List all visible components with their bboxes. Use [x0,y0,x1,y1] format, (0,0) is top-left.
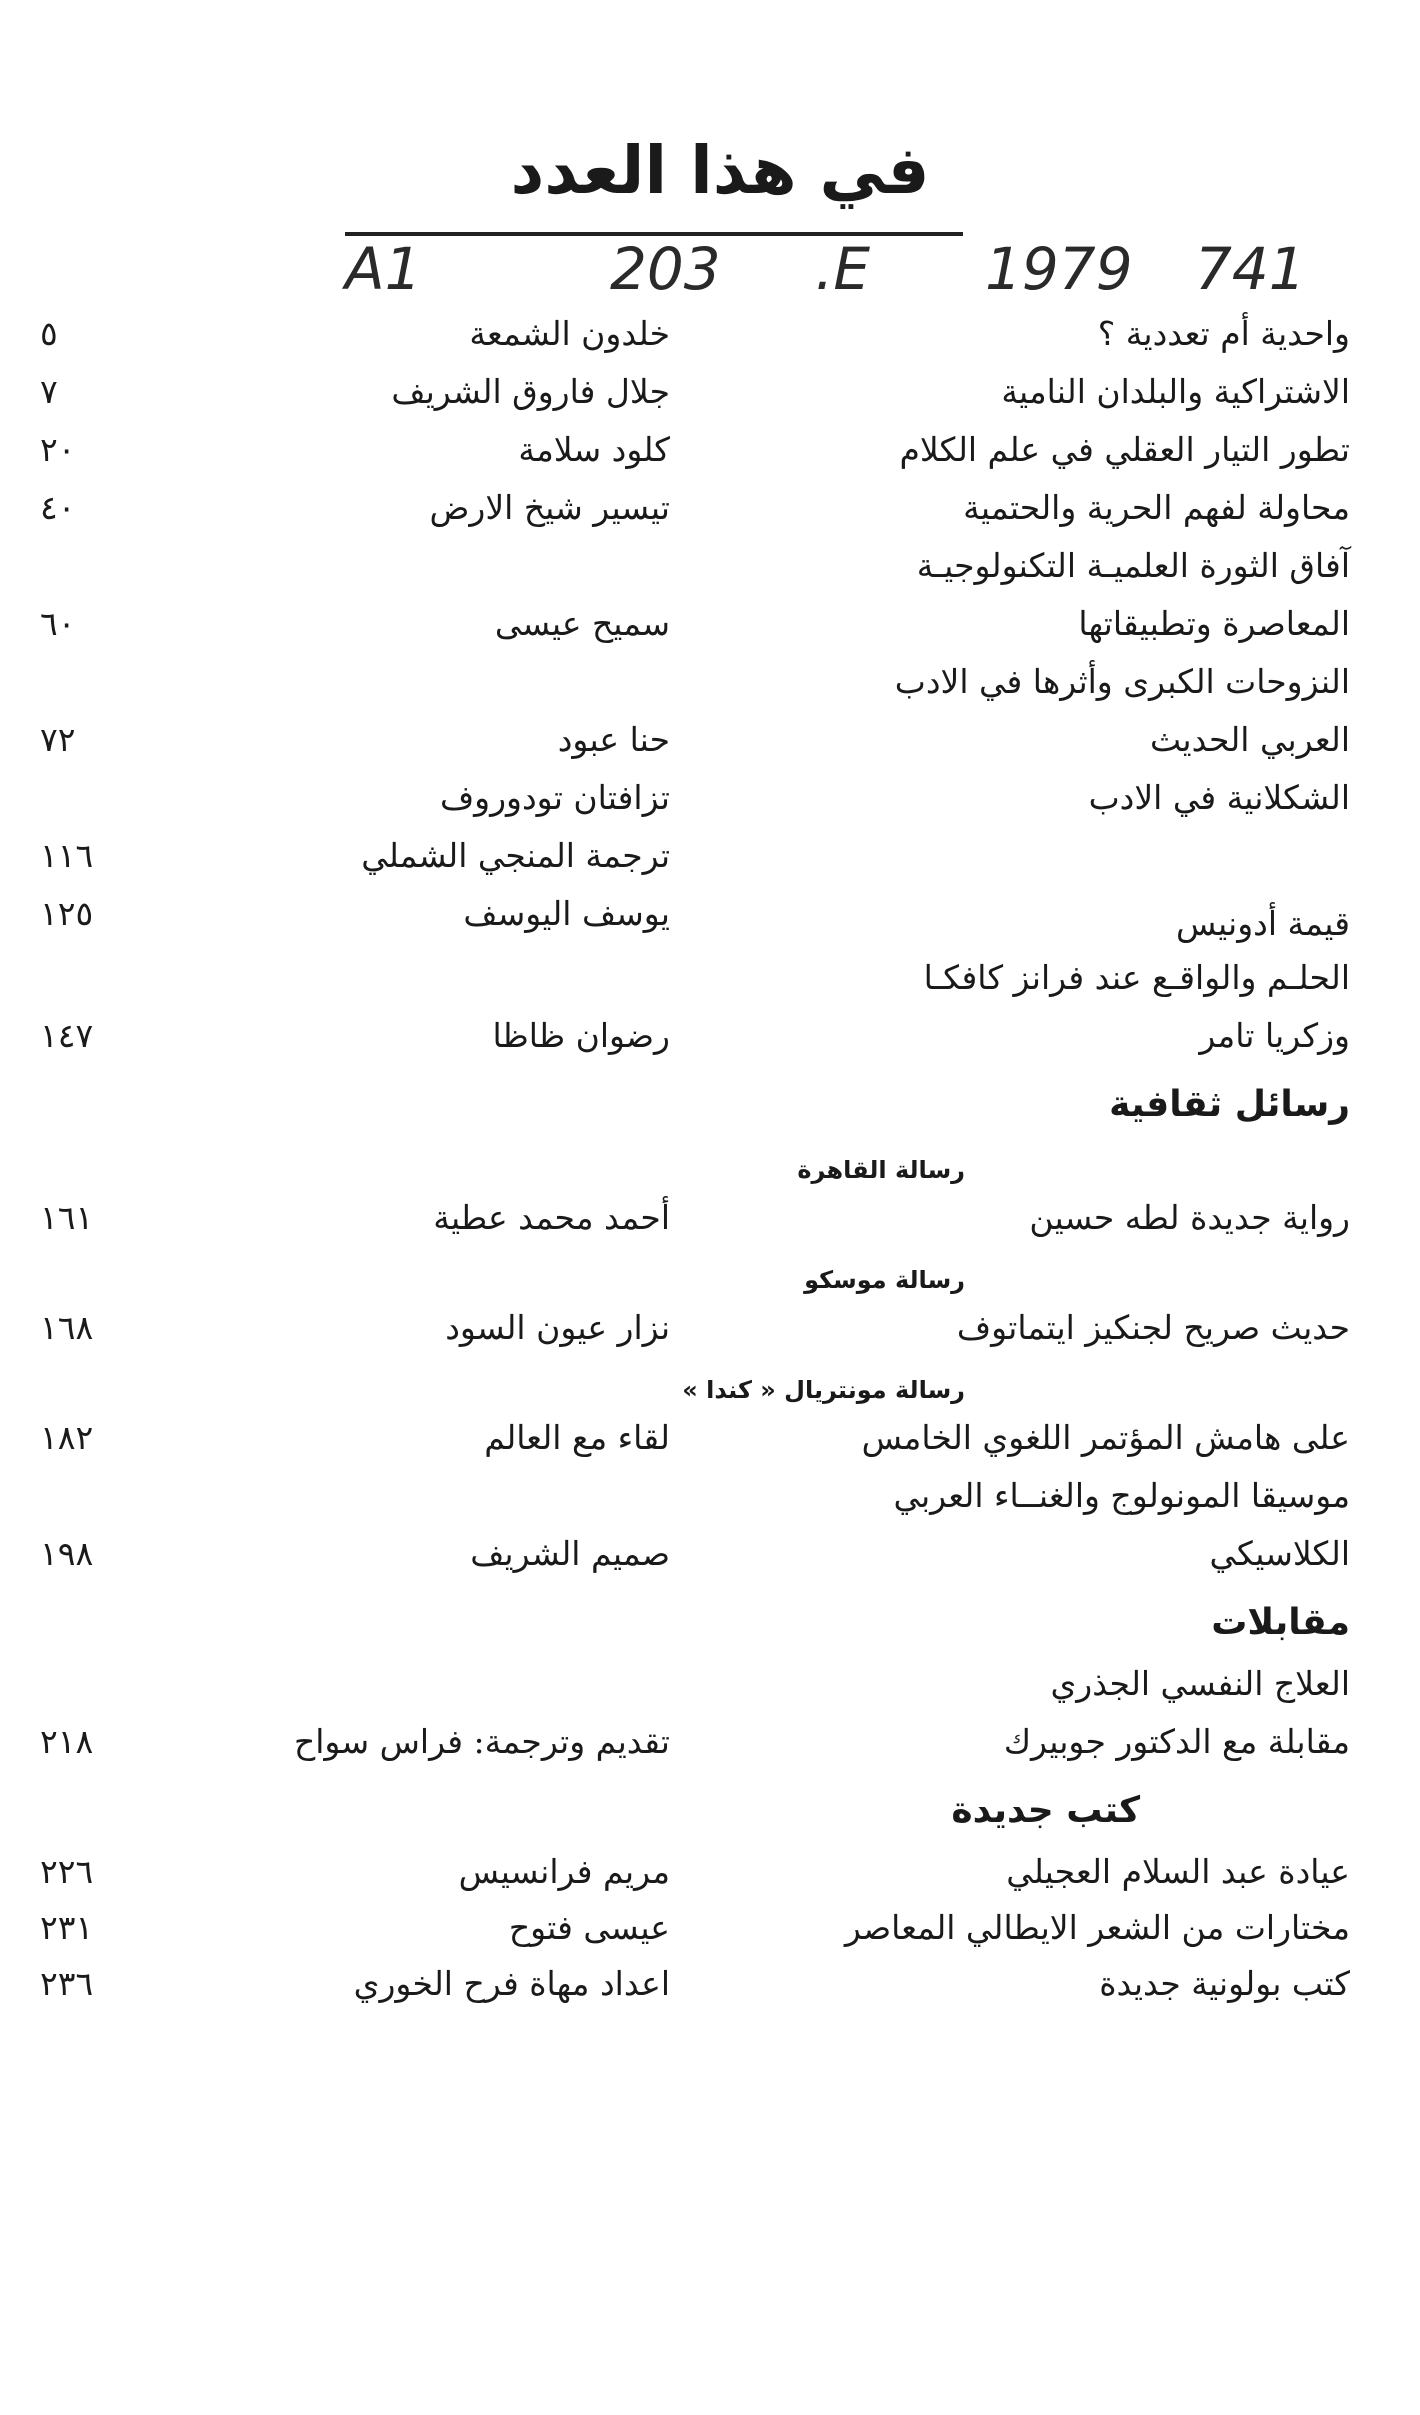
toc-row [40,1904,1350,1960]
article-title: الحلـم والواقـع عند فرانز كافكـا [923,958,1350,997]
article-title: عيادة عبد السلام العجيلي [1006,1852,1350,1891]
article-page: ١٩٨ [40,1534,94,1573]
article-title: وزكريا تامر [1199,1016,1350,1055]
article-title: النزوحات الكبرى وأثرها في الادب [894,662,1350,701]
article-author: نزار عيون السود [445,1308,670,1347]
article-author: حنا عبود [557,720,670,759]
article-page: ٤٠ [40,488,76,527]
toc-row [40,484,1350,542]
article-author: تيسير شيخ الارض [429,488,670,527]
article-author: عيسى فتوح [508,1908,670,1947]
article-author: يوسف اليوسف [463,894,670,933]
article-title: آفاق الثورة العلميـة التكنولوجيـة [916,546,1350,585]
section-heading-books: كتب جديدة [951,1790,1140,1831]
toc-row [40,1472,1350,1530]
toc-row [40,368,1350,426]
toc-row [40,890,1350,954]
toc-row [40,600,1350,658]
handwritten-code-part: .E [815,235,871,303]
handwritten-code-part: A1 [345,235,422,303]
article-page: ١١٦ [40,836,94,875]
article-page: ١٦١ [40,1198,94,1237]
section-heading-letters: رسائل ثقافية [1109,1084,1350,1125]
article-title: قيمة أدونيس [1175,904,1350,943]
toc-row [40,1848,1350,1904]
toc-row [40,1194,1350,1252]
article-author: سميح عيسى [494,604,670,643]
section-heading-interviews: مقابلات [1211,1602,1350,1643]
toc-row [40,1960,1350,2016]
subheading-montreal: رسالة مونتريال « كندا » [682,1376,965,1404]
toc-row [40,1012,1350,1070]
toc-row [40,1530,1350,1588]
article-page: ٢١٨ [40,1722,94,1761]
toc-row [40,716,1350,774]
article-author: جلال فاروق الشريف [391,372,670,411]
article-title: واحدية أم تعددية ؟ [1097,314,1350,353]
article-title: الاشتراكية والبلدان النامية [1001,372,1350,411]
handwritten-code-part: 203 [610,235,721,303]
article-title: حديث صريح لجنكيز ايتماتوف [956,1308,1350,1347]
article-page: ٥ [40,314,58,353]
toc-row [40,1304,1350,1362]
article-page: ٢٠ [40,430,76,469]
article-page: ٢٢٦ [40,1852,94,1891]
page-title: في هذا العدد [510,132,930,209]
toc-row [40,310,1350,368]
toc-row [40,1718,1350,1776]
article-page: ١٨٢ [40,1418,94,1457]
article-title: موسيقا المونولوج والغنــاء العربي [893,1476,1350,1515]
article-page: ١٦٨ [40,1308,94,1347]
article-author: أحمد محمد عطية [433,1198,670,1237]
article-title: المعاصرة وتطبيقاتها [1078,604,1350,643]
article-author: تزافتان تودوروف [439,778,670,817]
handwritten-code-part: 741 [1195,235,1306,303]
article-title: تطور التيار العقلي في علم الكلام [899,430,1350,469]
article-title: العربي الحديث [1150,720,1350,759]
article-title: كتب بولونية جديدة [1099,1964,1350,2003]
article-author: صميم الشريف [470,1534,670,1573]
article-title: محاولة لفهم الحرية والحتمية [963,488,1350,527]
article-title: مختارات من الشعر الايطالي المعاصر [844,1908,1350,1947]
article-author: كلود سلامة [518,430,670,469]
article-author: ترجمة المنجي الشملي [361,836,670,875]
article-page: ٧٢ [40,720,76,759]
article-title: مقابلة مع الدكتور جوبيرك [1003,1722,1350,1761]
toc-row [40,832,1350,890]
article-page: ٧ [40,372,58,411]
subheading-moscow: رسالة موسكو [804,1266,965,1294]
toc-row [40,542,1350,600]
article-title: الكلاسيكي [1209,1534,1350,1573]
article-page: ٢٣١ [40,1908,94,1947]
article-page: ٦٠ [40,604,76,643]
article-author: رضوان ظاظا [492,1016,670,1055]
toc-row [40,1414,1350,1472]
article-title: الشكلانية في الادب [1088,778,1350,817]
article-title: رواية جديدة لطه حسين [1029,1198,1350,1237]
article-author: لقاء مع العالم [484,1418,670,1457]
toc-row [40,426,1350,484]
article-page: ٢٣٦ [40,1964,94,2003]
toc-row [40,658,1350,716]
toc-row [40,954,1350,1012]
handwritten-code-part: 1979 [985,235,1133,303]
subheading-cairo: رسالة القاهرة [797,1156,965,1184]
article-page: ١٤٧ [40,1016,94,1055]
toc-row [40,1660,1350,1718]
toc-row [40,774,1350,832]
article-title: العلاج النفسي الجذري [1050,1664,1350,1703]
article-author: تقديم وترجمة: فراس سواح [293,1722,670,1761]
article-page: ١٢٥ [40,894,94,933]
table-of-contents [40,310,1350,2016]
article-author: خلدون الشمعة [469,314,670,353]
article-title: على هامش المؤتمر اللغوي الخامس [861,1418,1350,1457]
article-author: مريم فرانسيس [458,1852,670,1891]
article-author: اعداد مهاة فرح الخوري [353,1964,670,2003]
